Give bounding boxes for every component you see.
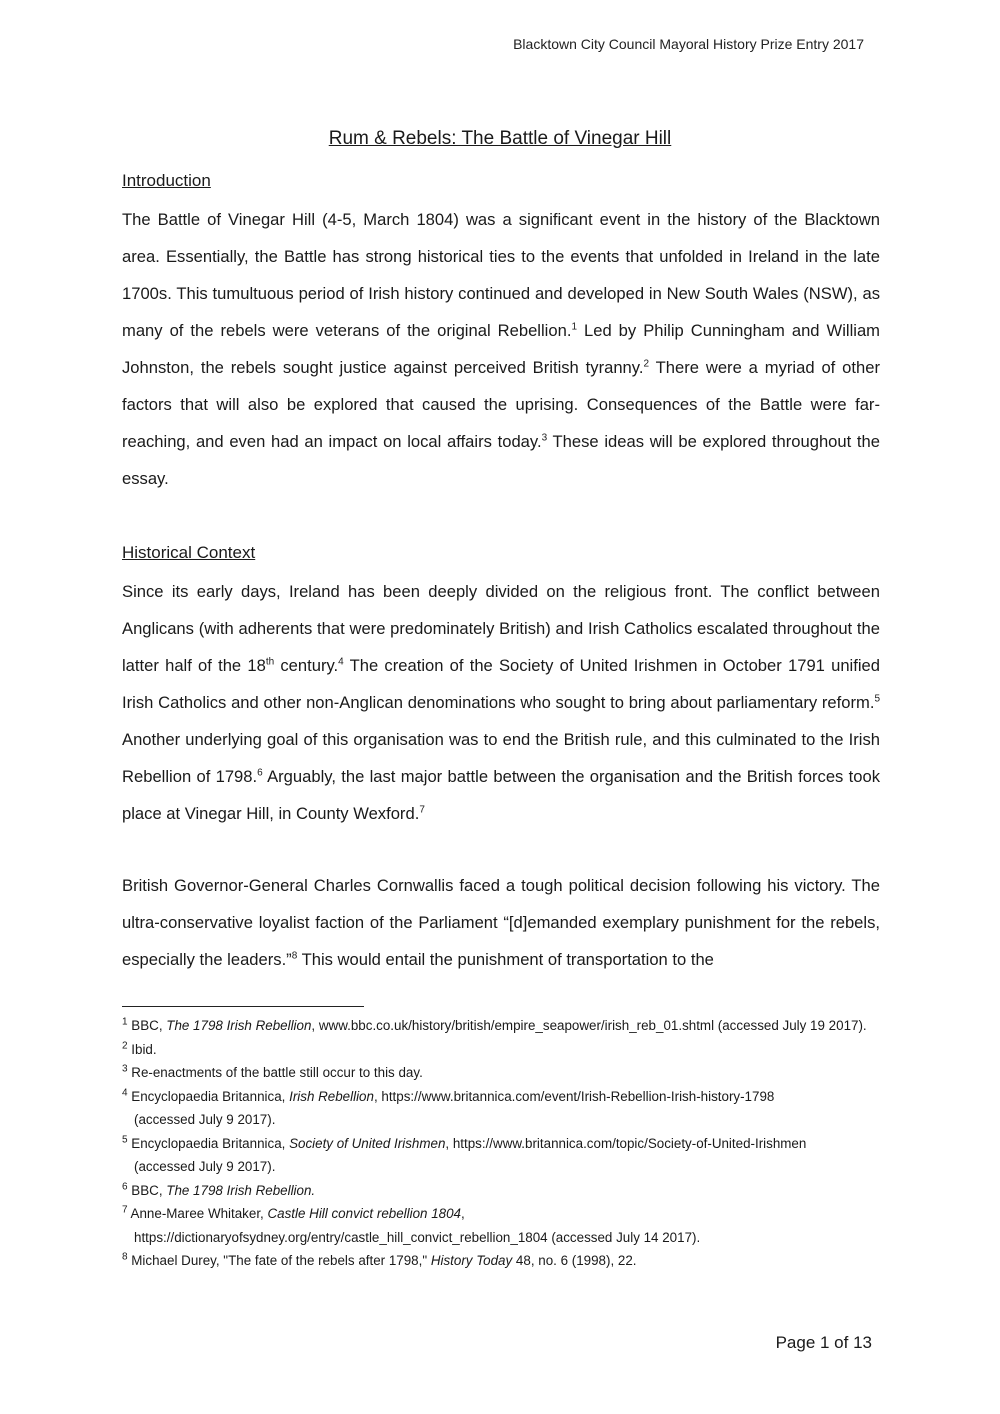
page-number: Page 1 of 13 <box>775 1333 872 1352</box>
footnote-ref-3[interactable]: 3 <box>541 432 548 444</box>
section-heading-historical-context: Historical Context <box>122 543 256 562</box>
footnote-ref-2[interactable]: 2 <box>643 358 650 370</box>
footnote-ref-4[interactable]: 4 <box>338 656 344 668</box>
footnote-6: $^6$ BBC, The 1798 Irish Rebellion. <box>122 1181 316 1198</box>
footnote-7: $^7$ Anne-Maree Whitaker, Castle Hill convict rebellion 1804, https://dictionaryofsydney.org/entry/castle_hill_convict_rebellion_1804 (accessed July 14 2017). <box>122 1204 701 1245</box>
historical-context-paragraph-2: British Governor-General Charles Cornwallis faced a tough political decision following his victory. The ultra-conservative loyalist faction of the Parliament “[d]emanded exemplary punishment for the rebels, especially the leaders.”$^8$ This would entail the punishment of transportation to the <box>122 876 880 969</box>
footnote-1: $^1$ BBC, The 1798 Irish Rebellion, www.bbc.co.uk/history/british/empire_seapower/irish_reb_01.shtml (accessed July 19 2017). <box>122 1016 867 1033</box>
running-header: Blacktown City Council Mayoral History Prize Entry 2017 <box>513 36 864 52</box>
footnote-2: $^2$ Ibid. <box>122 1040 157 1057</box>
footnote-5: $^5$ Encyclopaedia Britannica, Society of United Irishmen, https://www.britannica.com/topic/Society-of-United-Irishmen (accessed July 9 2017). <box>122 1134 807 1174</box>
essay-title: Rum & Rebels: The Battle of Vinegar Hill <box>328 128 672 149</box>
footnote-3: $^3$ Re-enactments of the battle still occur to this day. <box>122 1063 423 1080</box>
footnote-ref-8[interactable]: 8 <box>291 950 298 962</box>
footnote-ref-6[interactable]: 6 <box>257 767 263 779</box>
footnote-ref-1[interactable]: 1 <box>571 321 577 333</box>
footnote-8: $^8$ Michael Durey, "The fate of the rebels after 1798," History Today 48, no. 6 (1998), 22. <box>122 1251 637 1268</box>
historical-context-paragraph-1: Since its early days, Ireland has been deeply divided on the religious front. The conflict between Anglicans (with adherents that were predominately British) and Irish Catholics escalated throughout the latter half of the 18th century.$^4$ The creation of the Society of United Irishmen in October 1791 unified Irish Catholics and other non-Anglican denominations who sought to bring about parliamentary reform.$^5$ Another underlying goal of this organisation was to end the British rule, and this culminated to the Irish Rebellion of 1798.$^6$ Arguably, the last major battle between the organisation and the British forces took place at Vinegar Hill, in County Wexford.$^7$ <box>122 582 881 823</box>
footnote-ref-7[interactable]: 7 <box>419 804 425 816</box>
footnote-ref-5[interactable]: 5 <box>874 693 880 705</box>
footnote-separator <box>122 1006 364 1007</box>
footnotes <box>122 1014 880 1273</box>
introduction-paragraph: The Battle of Vinegar Hill (4-5, March 1804) was a significant event in the history of the Blacktown area. Essentially, the Battle has strong historical ties to the events that unfolded in Ireland in the late 1700s. This tumultuous period of Irish history continued and developed in New South Wales (NSW), as many of the rebels were veterans of the original Rebellion.$^1$ Led by Philip Cunningham and William Johnston, the rebels sought justice against perceived British tyranny.$^2$ There were a myriad of other factors that will also be explored that caused the uprising. Consequences of the Battle were far-reaching, and even had an impact on local affairs today.$^3$ These ideas will be explored throughout the essay. <box>122 210 881 488</box>
footnote-4: $^4$ Encyclopaedia Britannica, Irish Rebellion, https://www.britannica.com/event/Irish-Rebellion-Irish-history-1798 (accessed July 9 2017). <box>122 1087 775 1127</box>
section-heading-introduction: Introduction <box>122 171 211 190</box>
